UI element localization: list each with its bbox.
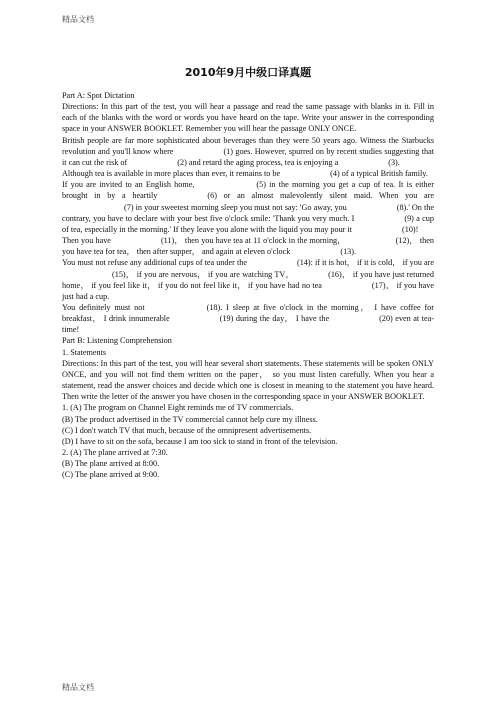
part-a-directions: Directions: In this part of the test, you will hear a passage and read the same passage with blanks in it. Fill in each of the blanks with the word or words you have heard on the tape. Write your answer in the corresponding space in your ANSWER BOOKLET. Remember you will hear the passage ONLY ONCE.: [62, 102, 434, 134]
part-b-subheading: 1. Statements: [62, 347, 107, 357]
answer-choice: (D) I have to sit on the sofa, because I am too sick to stand in front of the television.: [62, 436, 338, 446]
passage-paragraph-6: [62, 302, 434, 335]
answer-choice: (C) I don't watch TV that much, because of the omnipresent advertisements.: [62, 425, 312, 435]
text-run: (3).: [388, 157, 400, 167]
text-run: (12)， then you have tea for tea， then after supper， and again at eleven o'clock: [62, 236, 435, 257]
page-footer: 精品文档: [62, 683, 94, 692]
text-run: (13).: [340, 247, 357, 257]
part-a-heading: Part A: Spot Dictation: [62, 91, 135, 100]
text-run: (16)， if you have just returned home， if you feel like it， if you do not feel like it， if you have had no tea: [62, 269, 434, 290]
passage-paragraph-4: [62, 235, 434, 257]
text-run: (14): if it is hot， if it is cold， if you are: [296, 258, 434, 268]
text-run: (17)， if you have just had a cup.: [62, 280, 434, 301]
text-run: (7) in your sweetest morning sleep you must not say: 'Go away, you: [124, 202, 347, 212]
text-run: Although tea is available in more places than ever, it remains to be: [62, 169, 281, 179]
text-run: (9) a cup of tea, especially in the morning.' If they leave you alone with the liquid you may pour it: [62, 213, 434, 234]
passage-paragraph-1: [62, 135, 434, 168]
answer-choice: (C) The plane arrived at 9:00.: [62, 470, 160, 480]
passage-paragraph-2: [62, 168, 434, 179]
text-run: British people are far more sophisticated about beverages than they were 50 years ago. Witness the Starbucks revolution and you'll know where: [62, 135, 434, 156]
passage-paragraph-5: [62, 257, 434, 302]
text-run: (5) in the morning you get a cup of tea. It is either brought in by a heartily: [62, 180, 434, 201]
text-run: (18). I sleep at five o'clock in the morning， I have coffee for breakfast， I drink innumerable: [62, 302, 434, 324]
text-run: (2) and retard the aging process, tea is enjoying a: [177, 157, 339, 167]
text-run: (10)!: [402, 224, 419, 234]
text-run: (15)， if you are nervous， if you are watching TV，: [112, 269, 295, 279]
text-run: (11)， then you have tea at 11 o'clock in the morning，: [160, 236, 346, 246]
text-run: You definitely must not: [62, 302, 145, 312]
text-run: (4) of a typical British family.: [330, 169, 428, 179]
page-header: 精品文档: [62, 15, 94, 24]
part-b-heading: Part B: Listening Comprehension: [62, 336, 172, 346]
answer-choice: (B) The product advertised in the TV commercial cannot help cure my illness.: [62, 414, 318, 424]
document-body: [62, 66, 434, 480]
passage-paragraph-3: [62, 179, 434, 235]
text-run: You must not refuse any additional cups of tea under the: [62, 258, 247, 268]
text-run: (8).' On the contrary, you have to declare with your best five o'clock smile: 'Thank you very much. I: [62, 202, 434, 223]
answer-choice: 1. (A) The program on Channel Eight reminds me of TV commercials.: [62, 403, 294, 413]
part-b-directions: Directions: In this part of the test, you will hear several short statements. These statements will be spoken ONLY ONCE, and you will not find them written on the paper， so you must listen carefully. When you hear a statement, read the answer choices and decide which one is closest in meaning to the statement you have heard. Then write the letter of the answer you have chosen in the corresponding space in your ANSWER BOOKLET.: [62, 358, 434, 402]
text-run: (6) or an almost malevolently silent maid. When you are: [207, 191, 434, 201]
answer-choice: 2. (A) The plane arrived at 7:30.: [62, 448, 168, 457]
text-run: (20) even at tea-time!: [62, 314, 435, 335]
text-run: (1) goes. However, spurred on by recent studies suggesting that it can cut the risk of: [62, 146, 434, 167]
text-run: If you are invited to an English home,: [62, 180, 195, 190]
page-title: 2010年9月中级口译真题: [184, 66, 312, 79]
text-run: (19) during the day， I have the: [219, 314, 330, 324]
answer-choice: (B) The plane arrived at 8:00.: [62, 459, 160, 469]
text-run: Then you have: [62, 236, 111, 246]
